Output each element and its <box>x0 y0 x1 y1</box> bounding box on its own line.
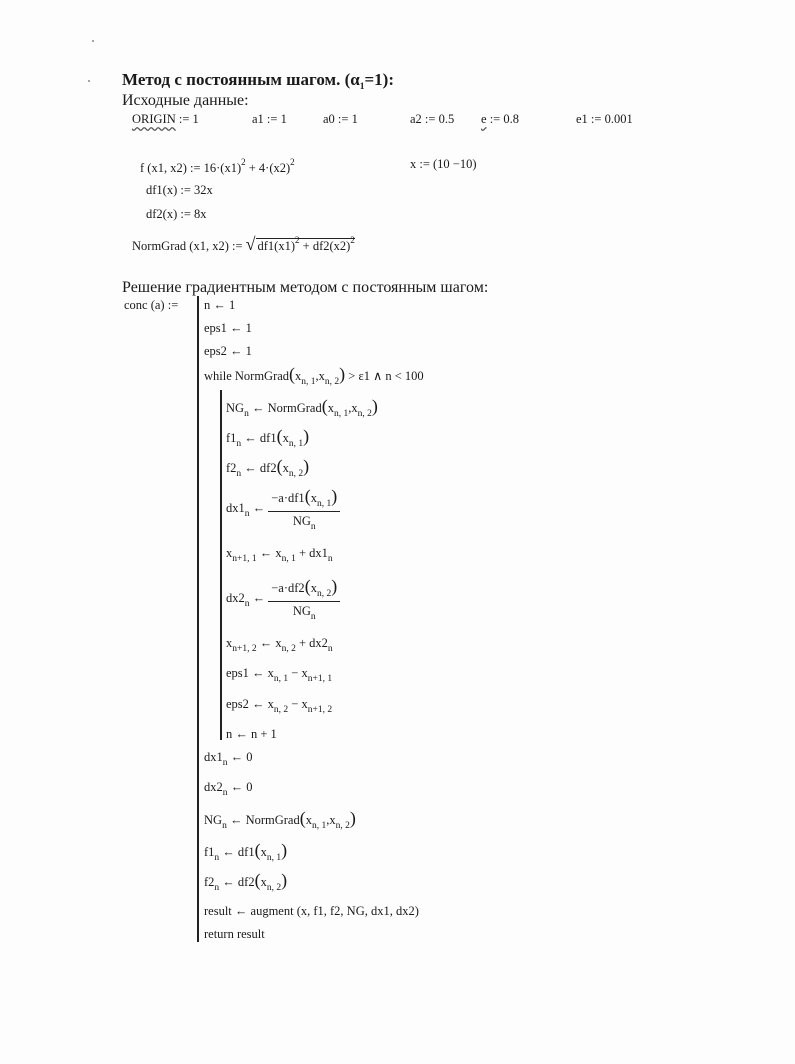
sqrt-body <box>256 235 355 253</box>
ng-var: NG <box>292 514 311 528</box>
stmt-n-increment[interactable]: n ← n + 1 <box>226 727 277 741</box>
dx1-fraction <box>268 486 340 532</box>
f2-var: f2 <box>226 461 237 475</box>
x-var: x <box>226 546 233 560</box>
page-title <box>122 70 394 92</box>
stmt-f2-final[interactable] <box>204 870 287 893</box>
dx1-var: dx1 <box>226 500 245 515</box>
x-var: x <box>301 697 308 711</box>
dx2-var: dx2 <box>204 780 223 794</box>
paren-open: ( <box>321 396 328 416</box>
f1-var: f1 <box>226 431 237 445</box>
comma: , <box>315 369 319 383</box>
e-value: := 0.8 <box>486 112 519 126</box>
sub-n: n <box>244 598 250 609</box>
x-var: x <box>301 666 308 680</box>
assign-zero: ← 0 <box>227 780 253 794</box>
ng-var: NG <box>226 401 245 415</box>
stmt-f1-final[interactable] <box>204 840 287 863</box>
assign-df2: ← df2 <box>241 461 277 475</box>
sub-n2: n, 2 <box>273 705 289 715</box>
x-var: x <box>275 546 282 560</box>
dx2-numerator <box>268 576 340 602</box>
sub-n: n <box>236 469 242 479</box>
stmt-ng[interactable] <box>226 396 378 419</box>
sub-np1-2: n+1, 2 <box>307 705 333 715</box>
sub-n1: n, 1 <box>333 409 349 419</box>
title-alpha: α <box>350 70 360 89</box>
a0-def[interactable]: a0 := 1 <box>323 112 358 126</box>
f2-var: f2 <box>204 875 215 889</box>
paren-open: ( <box>254 840 261 860</box>
x-var: x <box>305 813 312 827</box>
origin-def[interactable] <box>132 112 199 127</box>
dx2-var: dx2 <box>226 590 245 605</box>
paren-close: ) <box>331 486 338 506</box>
df1-def[interactable]: df1(x) := 32x <box>146 183 213 197</box>
paren-close: ) <box>303 426 310 446</box>
plus-op: + <box>295 636 310 650</box>
origin-name: ORIGIN <box>132 112 176 126</box>
assign-normgrad: ← NormGrad <box>248 401 322 415</box>
while-head: while NormGrad <box>204 369 290 383</box>
sub-n2: n, 2 <box>288 469 304 479</box>
plus-op: + <box>295 546 310 560</box>
stmt-f1[interactable] <box>226 426 309 449</box>
paren-open: ( <box>304 576 311 596</box>
ng-exp2: 2 <box>350 235 355 245</box>
x-var: x <box>327 401 334 415</box>
paren-open: ( <box>254 870 261 890</box>
paren-close: ) <box>349 808 356 828</box>
scan-speck <box>92 40 94 42</box>
eps1-var: eps1 <box>226 666 249 680</box>
assign-df1: ← df1 <box>241 431 277 445</box>
sub-n2: n, 2 <box>335 821 350 831</box>
stmt-dx1-zero[interactable] <box>204 750 253 768</box>
f1-var: f1 <box>204 845 215 859</box>
stmt-return[interactable]: return result <box>204 927 265 941</box>
df2-def[interactable]: df2(x) := 8x <box>146 207 207 221</box>
normgrad-def[interactable] <box>132 234 355 255</box>
sub-n: n <box>310 612 316 622</box>
sub-n: n <box>236 439 242 449</box>
paren-open: ( <box>299 808 306 828</box>
sub-n: n <box>310 522 316 532</box>
assign-arrow: ← <box>248 666 268 680</box>
paren-open: ( <box>289 364 296 384</box>
while-tail: > ε1 ∧ n < 100 <box>345 369 424 383</box>
sub-n1: n, 1 <box>266 853 282 863</box>
comma: , <box>348 401 352 415</box>
dx2-denominator <box>268 602 340 622</box>
x-var: x <box>295 369 302 383</box>
num-df1: −a·df1 <box>271 491 305 505</box>
stmt-eps1-init[interactable]: eps1 ← 1 <box>204 321 252 335</box>
assign-normgrad: ← NormGrad <box>226 813 300 827</box>
a1-def[interactable]: a1 := 1 <box>252 112 287 126</box>
x-var: x <box>329 813 336 827</box>
sub-n: n <box>214 883 220 893</box>
sub-n: n <box>244 508 250 519</box>
program-outer-bar <box>197 296 199 942</box>
sub-np1-1: n+1, 1 <box>232 554 257 564</box>
num-df2: −a·df2 <box>271 581 305 595</box>
f-mid: + 4·(x2) <box>245 161 291 175</box>
assign-zero: ← 0 <box>227 750 253 764</box>
origin-value: := 1 <box>175 112 199 126</box>
f-exp2: 2 <box>290 157 295 167</box>
stmt-f2[interactable] <box>226 456 309 479</box>
stmt-ng-final[interactable] <box>204 808 356 831</box>
sub-n: n <box>214 853 220 863</box>
sub-n2: n, 2 <box>316 589 332 599</box>
x-var: x <box>260 875 267 889</box>
x-var: x <box>351 401 358 415</box>
x-var: x <box>282 431 289 445</box>
scan-speck <box>88 80 90 82</box>
title-alpha-sub: 1 <box>359 82 365 92</box>
ng-var: NG <box>204 813 223 827</box>
sqrt-icon: √ <box>245 234 256 254</box>
ng-term2: + df2(x2) <box>299 239 351 253</box>
stmt-while[interactable] <box>204 364 424 387</box>
f-exp1: 2 <box>241 157 246 167</box>
title-text: Метод с постоянным шагом. ( <box>122 70 351 89</box>
paren-close: ) <box>371 396 378 416</box>
assign-arrow: ← <box>249 590 269 605</box>
conc-label[interactable]: conc (a) := <box>124 298 179 312</box>
sub-n1: n, 1 <box>301 377 316 387</box>
x-var: x <box>282 461 289 475</box>
dx1-numerator <box>268 486 340 512</box>
paren-close: ) <box>331 576 338 596</box>
dx1-var: dx1 <box>309 546 328 560</box>
assign-df1: ← df1 <box>219 845 255 859</box>
paren-close: ) <box>281 870 288 890</box>
sub-np1-1: n+1, 1 <box>307 674 333 684</box>
stmt-eps2-init[interactable]: eps2 ← 1 <box>204 344 252 358</box>
sub-n: n <box>222 758 228 768</box>
sub-n1: n, 1 <box>281 554 296 564</box>
f-lhs: f (x1, x2) := 16·(x1) <box>140 161 242 175</box>
paren-close: ) <box>303 456 310 476</box>
sub-n: n <box>222 788 228 798</box>
sub-n1: n, 1 <box>311 821 327 831</box>
sub-n2: n, 2 <box>357 409 372 419</box>
sub-n1: n, 1 <box>273 674 289 684</box>
paren-close: ) <box>281 840 288 860</box>
x-var: x <box>267 666 274 680</box>
paren-open: ( <box>276 456 283 476</box>
x-var: x <box>260 845 267 859</box>
f-def[interactable] <box>140 157 295 176</box>
sub-n: n <box>222 821 227 831</box>
ng-var: NG <box>292 604 311 618</box>
stmt-eps1-update[interactable] <box>226 666 332 684</box>
x-var: x <box>226 636 233 650</box>
dx1-var: dx1 <box>204 750 223 764</box>
x-def[interactable]: x := (10 −10) <box>410 157 477 171</box>
sub-n2: n, 2 <box>324 377 340 387</box>
sub-n: n <box>327 554 333 564</box>
paren-open: ( <box>304 486 311 506</box>
minus-op: − <box>288 697 302 711</box>
sub-n1: n, 1 <box>316 499 332 509</box>
subtitle-initial-data: Исходные данные: <box>122 92 249 109</box>
eps2-var: eps2 <box>226 697 249 711</box>
while-loop-bar <box>220 390 222 740</box>
minus-op: − <box>288 666 302 680</box>
x-var: x <box>310 581 317 595</box>
x-var: x <box>310 491 317 505</box>
e1-def[interactable]: e1 := 0.001 <box>576 112 633 126</box>
sub-n2: n, 2 <box>266 883 282 893</box>
sub-n1: n, 1 <box>288 439 304 449</box>
e-def[interactable] <box>481 112 519 127</box>
stmt-dx1[interactable] <box>226 486 340 532</box>
x-var: x <box>275 636 282 650</box>
ng-exp1: 2 <box>295 235 300 245</box>
e-name: e <box>481 112 487 126</box>
assign-arrow: ← <box>248 697 268 711</box>
stmt-result[interactable]: result ← augment (x, f1, f2, NG, dx1, dx2) <box>204 904 419 918</box>
ng-term1: df1(x1) <box>257 239 296 253</box>
solution-heading: Решение градиентным методом с постоянным шагом: <box>122 279 489 296</box>
sub-np1-2: n+1, 2 <box>232 644 257 654</box>
paren-open: ( <box>276 426 283 446</box>
stmt-x1-update[interactable] <box>226 546 333 564</box>
title-end: =1): <box>364 70 395 89</box>
stmt-n-init[interactable]: n ← 1 <box>204 298 236 312</box>
assign-df2: ← df2 <box>219 875 255 889</box>
stmt-eps2-update[interactable] <box>226 697 332 715</box>
assign-arrow: ← <box>256 636 276 650</box>
x-var: x <box>318 369 325 383</box>
dx2-var: dx2 <box>309 636 328 650</box>
stmt-x2-update[interactable] <box>226 636 333 654</box>
assign-arrow: ← <box>249 500 269 515</box>
dx2-fraction <box>268 576 340 622</box>
normgrad-lhs: NormGrad (x1, x2) := <box>132 239 246 253</box>
stmt-dx2-zero[interactable] <box>204 780 253 798</box>
a2-def[interactable]: a2 := 0.5 <box>410 112 455 126</box>
x-var: x <box>267 697 274 711</box>
comma: , <box>326 813 330 827</box>
assign-arrow: ← <box>256 546 276 560</box>
paren-close: ) <box>339 364 346 384</box>
sub-n2: n, 2 <box>281 644 296 654</box>
sub-n: n <box>327 644 333 654</box>
stmt-dx2[interactable] <box>226 576 340 622</box>
dx1-denominator <box>268 512 340 532</box>
sub-n: n <box>244 409 249 419</box>
